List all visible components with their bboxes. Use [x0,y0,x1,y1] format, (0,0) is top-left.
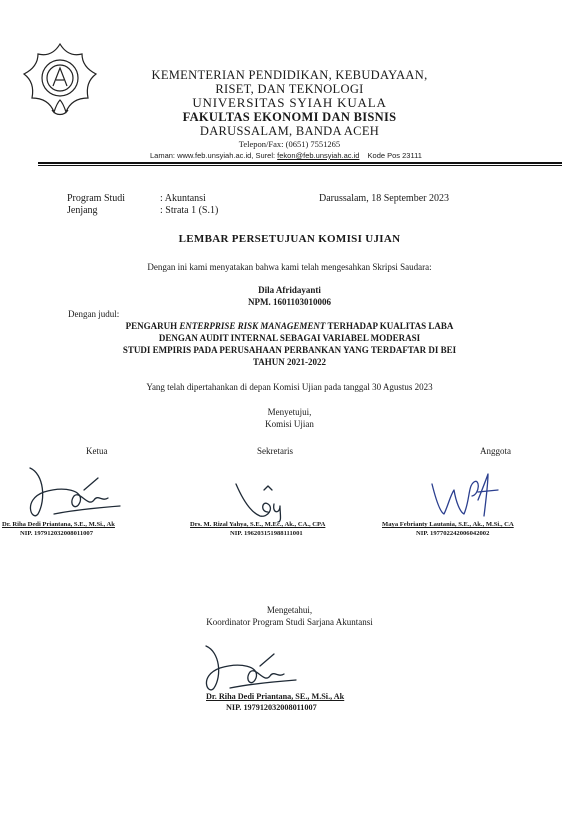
faculty-name: FAKULTAS EKONOMI DAN BISNIS [182,110,397,124]
level-label: Jenjang [67,205,98,216]
document-title: LEMBAR PERSETUJUAN KOMISI UJIAN [178,233,401,245]
thesis-italic-term: ENTERPRISE RISK MANAGEMENT [179,321,326,331]
known-text: Mengetahui, [266,605,313,615]
thesis-title-line-3: STUDI EMPIRIS PADA PERUSAHAAN PERBANKAN YANG TERDAFTAR DI BEI [122,345,457,355]
coordinator-title: Koordinator Program Studi Sarjana Akuntansi [206,617,373,627]
header-divider-thin [38,165,562,166]
signature-coordinator [196,638,306,698]
nip-sekretaris: NIP. 196203151988111001 [230,530,303,537]
email-link[interactable]: fekon@feb.unsyiah.ac.id [277,151,360,160]
university-name: UNIVERSITAS SYIAH KUALA [192,95,387,110]
intro-text: Dengan ini kami menyatakan bahwa kami telah mengesahkan Skripsi Saudara: [147,262,432,272]
thesis-title-line-4: TAHUN 2021-2022 [252,357,327,367]
name-sekretaris: Drs. M. Rizal Yahya, S.E., M.Ec., Ak., CA., CPA [190,521,326,528]
coordinator-name: Dr. Riha Dedi Priantana, SE., M.Si., Ak [206,692,345,701]
nip-ketua: NIP. 197912032008011007 [20,530,94,537]
nip-anggota: NIP. 197702242006042002 [416,530,490,537]
place-date: Darussalam, 18 September 2023 [319,193,449,204]
signature-anggota [428,470,508,522]
role-sekretaris: Sekretaris [257,446,293,456]
role-anggota: Anggota [480,446,511,456]
ministry-line-1: KEMENTERIAN PENDIDIKAN, KEBUDAYAAN, [151,68,428,82]
faculty-city: DARUSSALAM, BANDA ACEH [199,124,380,138]
program-value: : Akuntansi [160,193,206,204]
contact-line [150,151,422,160]
level-value: : Strata 1 (S.1) [160,205,219,216]
header-divider [38,162,562,164]
name-anggota: Maya Febrianty Lautania, S.E., Ak., M.Si., CA [382,521,514,528]
program-label: Program Studi [67,193,126,204]
approved-text: Menyetujui, [267,407,312,417]
ministry-line-2: RISET, DAN TEKNOLOGI [215,82,364,96]
signature-ketua [24,460,134,522]
judul-label: Dengan judul: [68,309,120,319]
thesis-title-line-1: PENGARUH ENTERPRISE RISK MANAGEMENT TERHADAP KUALITAS LABA [125,321,454,331]
coordinator-nip: NIP. 197912032008011007 [226,703,317,712]
faculty-phone: Telepon/Fax: (0651) 7551265 [238,139,341,149]
defended-text: Yang telah dipertahankan di depan Komisi Ujian pada tanggal 30 Agustus 2023 [146,382,433,392]
role-ketua: Ketua [86,446,108,456]
thesis-title-line-2: DENGAN AUDIT INTERNAL SEBAGAI VARIABEL MODERASI [158,333,421,343]
committee-text: Komisi Ujian [265,419,314,429]
signature-sekretaris [232,478,302,524]
student-name: Dila Afridayanti [258,285,321,295]
name-ketua: Dr. Riha Dedi Priantana, S.E., M.Si., Ak [2,521,115,528]
student-npm: NPM. 1601103010006 [248,297,331,307]
postal-code: Kode Pos 23111 [367,151,422,160]
web-address: Laman: www.feb.unsyiah.ac.id, Surel: [150,151,276,160]
